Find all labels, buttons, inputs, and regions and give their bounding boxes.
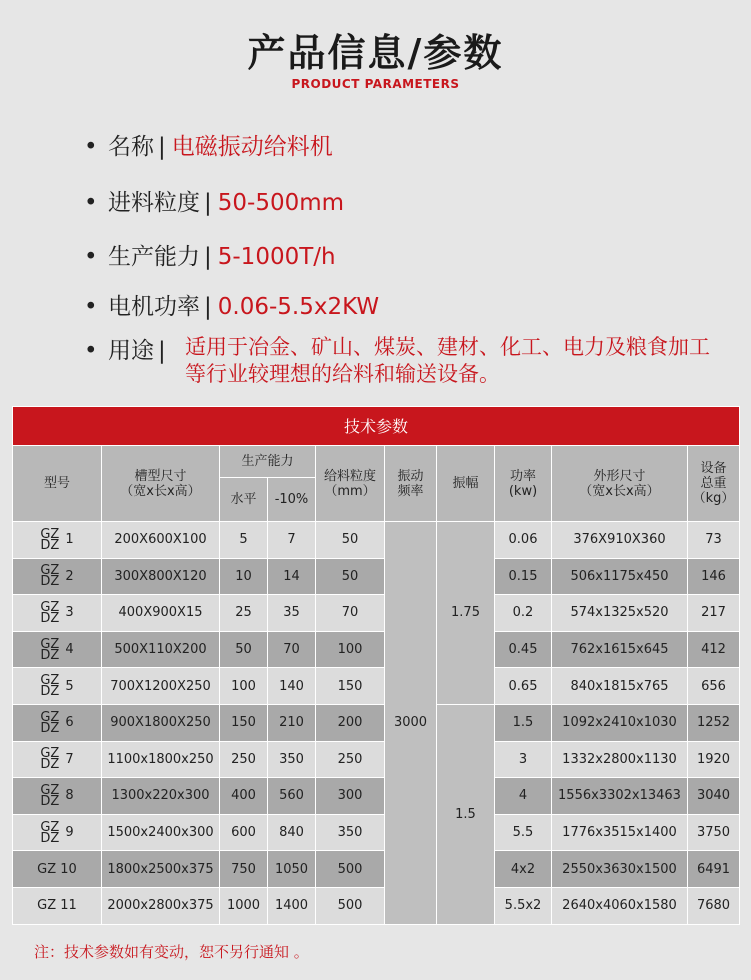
cell-model: GZ DZ 3 — [13, 595, 102, 632]
cell-weight: 3040 — [688, 778, 740, 815]
cell-trough: 300X800X120 — [102, 558, 220, 595]
cell-granularity: 200 — [316, 704, 385, 741]
cell-minus10: 350 — [268, 741, 316, 778]
cell-minus10: 7 — [268, 522, 316, 559]
cell-horizontal: 250 — [220, 741, 268, 778]
cell-minus10: 140 — [268, 668, 316, 705]
cell-trough: 900X1800X250 — [102, 704, 220, 741]
cell-power: 0.2 — [495, 595, 552, 632]
cell-power: 0.06 — [495, 522, 552, 559]
cell-granularity: 50 — [316, 558, 385, 595]
footnote: 注：技术参数如有变动，恕不另行通知 。 — [34, 943, 309, 961]
info-value: 5-1000T/h — [217, 244, 336, 270]
info-item-name — [84, 128, 333, 161]
cell-horizontal: 25 — [220, 595, 268, 632]
cell-trough: 1300x220x300 — [102, 778, 220, 815]
header-dimensions: 外形尺寸 （宽x长x高） — [552, 446, 688, 522]
table-row — [13, 631, 740, 668]
header-horizontal: 水平 — [220, 478, 268, 522]
cell-power: 0.65 — [495, 668, 552, 705]
header-amplitude: 振幅 — [437, 446, 495, 522]
cell-minus10: 210 — [268, 704, 316, 741]
cell-dimensions: 1092x2410x1030 — [552, 704, 688, 741]
cell-granularity: 150 — [316, 668, 385, 705]
cell-trough: 500X110X200 — [102, 631, 220, 668]
cell-horizontal: 5 — [220, 522, 268, 559]
info-label: 用途 — [108, 338, 154, 364]
header-model: 型号 — [13, 446, 102, 522]
bullet-icon: • — [84, 338, 98, 364]
cell-model: GZ DZ 2 — [13, 558, 102, 595]
info-item-usage — [84, 332, 166, 365]
cell-dimensions: 2640x4060x1580 — [552, 887, 688, 924]
cell-dimensions: 762x1615x645 — [552, 631, 688, 668]
header-granularity: 给料粒度 （mm） — [316, 446, 385, 522]
usage-value: 适用于冶金、矿山、煤炭、建材、化工、电力及粮食加工等行业较理想的给料和输送设备。 — [185, 335, 710, 386]
cell-horizontal: 1000 — [220, 887, 268, 924]
bullet-icon: • — [84, 294, 98, 320]
cell-dimensions: 574x1325x520 — [552, 595, 688, 632]
cell-weight: 1252 — [688, 704, 740, 741]
cell-dimensions: 1556x3302x13463 — [552, 778, 688, 815]
table-row — [13, 887, 740, 924]
cell-horizontal: 750 — [220, 851, 268, 888]
bullet-icon: • — [84, 190, 98, 216]
info-item-power — [84, 288, 379, 321]
cell-power: 5.5x2 — [495, 887, 552, 924]
cell-weight: 146 — [688, 558, 740, 595]
cell-model: GZ DZ 4 — [13, 631, 102, 668]
info-separator: | — [204, 294, 212, 320]
info-label: 电机功率 — [108, 294, 200, 320]
cell-power: 1.5 — [495, 704, 552, 741]
cell-model: GZ DZ 8 — [13, 778, 102, 815]
cell-model: GZ DZ 7 — [13, 741, 102, 778]
info-item-granularity — [84, 184, 344, 217]
cell-trough: 400X900X15 — [102, 595, 220, 632]
cell-model: GZ DZ 1 — [13, 522, 102, 559]
cell-horizontal: 50 — [220, 631, 268, 668]
cell-horizontal: 100 — [220, 668, 268, 705]
cell-trough: 700X1200X250 — [102, 668, 220, 705]
cell-power: 4 — [495, 778, 552, 815]
cell-model: GZ 11 — [13, 887, 102, 924]
cell-horizontal: 600 — [220, 814, 268, 851]
info-separator: | — [158, 338, 166, 364]
cell-amplitude: 1.75 — [437, 522, 495, 705]
cell-minus10: 1400 — [268, 887, 316, 924]
cell-dimensions: 2550x3630x1500 — [552, 851, 688, 888]
cell-model: GZ DZ 6 — [13, 704, 102, 741]
cell-trough: 2000x2800x375 — [102, 887, 220, 924]
cell-granularity: 250 — [316, 741, 385, 778]
table-caption: 技术参数 — [13, 407, 740, 446]
cell-dimensions: 506x1175x450 — [552, 558, 688, 595]
cell-minus10: 560 — [268, 778, 316, 815]
header-weight: 设备 总重 （kg） — [688, 446, 740, 522]
info-separator: | — [204, 190, 212, 216]
cell-granularity: 50 — [316, 522, 385, 559]
header-power: 功率 (kw) — [495, 446, 552, 522]
info-value: 0.06-5.5x2KW — [217, 294, 380, 320]
cell-granularity: 350 — [316, 814, 385, 851]
bullet-icon: • — [84, 244, 98, 270]
cell-weight: 656 — [688, 668, 740, 705]
header-trough: 槽型尺寸 （宽x长x高） — [102, 446, 220, 522]
cell-power: 5.5 — [495, 814, 552, 851]
cell-model: GZ DZ 5 — [13, 668, 102, 705]
cell-power: 4x2 — [495, 851, 552, 888]
info-label: 名称 — [108, 134, 154, 160]
cell-trough: 1500x2400x300 — [102, 814, 220, 851]
cell-trough: 200X600X100 — [102, 522, 220, 559]
cell-minus10: 14 — [268, 558, 316, 595]
cell-horizontal: 10 — [220, 558, 268, 595]
cell-power: 3 — [495, 741, 552, 778]
cell-weight: 6491 — [688, 851, 740, 888]
cell-weight: 3750 — [688, 814, 740, 851]
cell-minus10: 840 — [268, 814, 316, 851]
cell-minus10: 70 — [268, 631, 316, 668]
cell-model: GZ DZ 9 — [13, 814, 102, 851]
info-separator: | — [204, 244, 212, 270]
info-separator: | — [158, 134, 166, 160]
header-frequency: 振动 频率 — [385, 446, 437, 522]
cell-horizontal: 150 — [220, 704, 268, 741]
cell-granularity: 70 — [316, 595, 385, 632]
cell-trough: 1800x2500x375 — [102, 851, 220, 888]
table-row — [13, 704, 740, 741]
cell-dimensions: 1332x2800x1130 — [552, 741, 688, 778]
cell-dimensions: 1776x3515x1400 — [552, 814, 688, 851]
cell-granularity: 500 — [316, 887, 385, 924]
cell-granularity: 300 — [316, 778, 385, 815]
cell-weight: 7680 — [688, 887, 740, 924]
info-label: 进料粒度 — [108, 190, 200, 216]
table-row — [13, 558, 740, 595]
cell-trough: 1100x1800x250 — [102, 741, 220, 778]
cell-weight: 73 — [688, 522, 740, 559]
table-row — [13, 522, 740, 559]
header-minus10: -10% — [268, 478, 316, 522]
cell-granularity: 100 — [316, 631, 385, 668]
cell-frequency: 3000 — [385, 522, 437, 925]
cell-weight: 412 — [688, 631, 740, 668]
info-item-capacity — [84, 238, 336, 271]
cell-amplitude: 1.5 — [437, 704, 495, 924]
cell-dimensions: 376X910X360 — [552, 522, 688, 559]
page-subtitle: PRODUCT PARAMETERS — [291, 77, 460, 91]
info-value: 电磁振动给料机 — [171, 134, 333, 160]
cell-power: 0.45 — [495, 631, 552, 668]
header-capacity: 生产能力 — [220, 446, 316, 478]
spec-table — [12, 406, 740, 925]
cell-power: 0.15 — [495, 558, 552, 595]
cell-weight: 217 — [688, 595, 740, 632]
cell-granularity: 500 — [316, 851, 385, 888]
cell-minus10: 1050 — [268, 851, 316, 888]
table-row — [13, 668, 740, 705]
table-row — [13, 595, 740, 632]
table-row — [13, 851, 740, 888]
page-title: 产品信息/参数 — [247, 31, 504, 75]
cell-dimensions: 840x1815x765 — [552, 668, 688, 705]
cell-minus10: 35 — [268, 595, 316, 632]
info-value: 50-500mm — [217, 190, 345, 216]
cell-model: GZ 10 — [13, 851, 102, 888]
bullet-icon: • — [84, 134, 98, 160]
info-label: 生产能力 — [108, 244, 200, 270]
table-row — [13, 741, 740, 778]
cell-weight: 1920 — [688, 741, 740, 778]
table-row — [13, 814, 740, 851]
cell-horizontal: 400 — [220, 778, 268, 815]
table-row — [13, 778, 740, 815]
